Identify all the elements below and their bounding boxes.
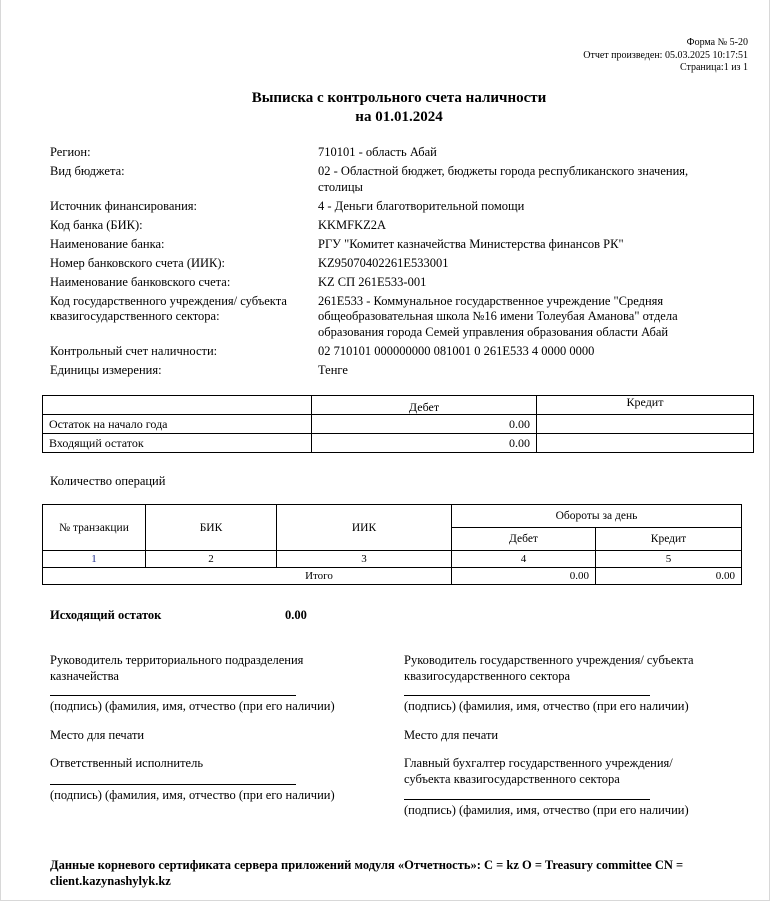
signature-line bbox=[50, 784, 296, 785]
col-num: 4 bbox=[452, 551, 596, 568]
debit-header: Дебет bbox=[312, 396, 537, 415]
info-value: 02 710101 000000000 081001 0 261E533 4 0000 0000 bbox=[318, 343, 595, 358]
bik-header: БИК bbox=[146, 505, 277, 551]
table-row bbox=[43, 415, 754, 434]
info-label: Единицы измерения: bbox=[50, 362, 162, 377]
iik-header: ИИК bbox=[277, 505, 452, 551]
info-row bbox=[50, 294, 728, 341]
info-value: 02 - Областной бюджет, бюджеты города республиканского значения, столицы bbox=[318, 164, 689, 194]
turnover-header: Обороты за день bbox=[452, 505, 742, 528]
signature-caption: (подпись) (фамилия, имя, отчество (при его наличии) bbox=[50, 788, 335, 802]
report-header bbox=[583, 37, 748, 75]
info-label: Вид бюджета: bbox=[50, 164, 125, 178]
info-label: Наименование банковского счета: bbox=[50, 274, 231, 289]
signature-line bbox=[50, 695, 296, 696]
row-label: Остаток на начало года bbox=[43, 415, 312, 434]
info-value: 4 - Деньги благотворительной помощи bbox=[318, 198, 525, 213]
info-value: 710101 - область Абай bbox=[318, 145, 437, 159]
info-label: Номер банковского счета (ИИК): bbox=[50, 255, 226, 270]
row-credit bbox=[537, 415, 754, 434]
tx-header: № транзакции bbox=[43, 505, 146, 551]
row-credit bbox=[537, 434, 754, 453]
info-value: KZ95070402261E533001 bbox=[318, 255, 449, 270]
form-number: Форма № 5-20 bbox=[686, 37, 748, 48]
info-block bbox=[50, 145, 728, 382]
title-line-2: на 01.01.2024 bbox=[355, 109, 443, 125]
stamp-place-label: Место для печати bbox=[50, 728, 145, 742]
treasury-head-label: Руководитель территориального подразделения казначейства bbox=[50, 653, 304, 683]
signature-line bbox=[404, 799, 650, 800]
col-num: 1 bbox=[43, 551, 146, 568]
title-line-1: Выписка с контрольного счета наличности bbox=[251, 90, 547, 106]
info-row bbox=[50, 218, 728, 234]
info-row bbox=[50, 256, 728, 272]
signature-caption: (подпись) (фамилия, имя, отчество (при его наличии) bbox=[404, 803, 689, 817]
table-header-row bbox=[43, 396, 754, 415]
info-row bbox=[50, 164, 728, 195]
info-label: Контрольный счет наличности: bbox=[50, 343, 218, 358]
info-row bbox=[50, 344, 728, 360]
row-label: Входящий остаток bbox=[43, 434, 312, 453]
info-value: KZ СП 261E533-001 bbox=[318, 274, 427, 289]
info-row bbox=[50, 145, 728, 161]
operations-table bbox=[42, 504, 742, 585]
row-debit: 0.00 bbox=[312, 434, 537, 453]
info-row bbox=[50, 363, 728, 379]
executor-label: Ответственный исполнитель bbox=[50, 756, 204, 770]
info-row bbox=[50, 275, 728, 291]
info-label: Код государственного учреждения/ субъекта квазигосударственного сектора: bbox=[50, 293, 287, 323]
info-value: Тенге bbox=[318, 362, 348, 377]
page-number: Страница:1 из 1 bbox=[679, 62, 748, 73]
total-label: Итого bbox=[43, 568, 452, 585]
closing-balance-label: Исходящий остаток bbox=[50, 608, 162, 622]
signature-caption: (подпись) (фамилия, имя, отчество (при его наличии) bbox=[50, 699, 335, 713]
total-debit: 0.00 bbox=[452, 568, 596, 585]
credit-header: Кредит bbox=[596, 528, 742, 551]
signature-line bbox=[404, 695, 650, 696]
info-value: РГУ "Комитет казначейства Министерства финансов РК" bbox=[318, 236, 624, 251]
col-num: 5 bbox=[596, 551, 742, 568]
document-title bbox=[0, 89, 770, 127]
chief-accountant-label: Главный бухгалтер государственного учреждения/ субъекта квазигосударственного сектора bbox=[404, 756, 673, 786]
info-label: Код банка (БИК): bbox=[50, 217, 143, 232]
stamp-place-label: Место для печати bbox=[404, 728, 499, 742]
info-row bbox=[50, 237, 728, 253]
total-credit: 0.00 bbox=[596, 568, 742, 585]
signature-caption: (подпись) (фамилия, имя, отчество (при его наличии) bbox=[404, 699, 689, 713]
empty-header-cell bbox=[43, 396, 312, 415]
credit-header: Кредит bbox=[537, 396, 754, 415]
balance-table bbox=[42, 395, 754, 453]
info-label: Регион: bbox=[50, 145, 91, 159]
report-date: Отчет произведен: 05.03.2025 10:17:51 bbox=[583, 49, 748, 61]
info-value: KKMFKZ2A bbox=[318, 217, 387, 232]
col-num: 2 bbox=[146, 551, 277, 568]
ops-count-label: Количество операций bbox=[50, 474, 166, 488]
info-label: Источник финансирования: bbox=[50, 198, 198, 213]
info-row bbox=[50, 199, 728, 215]
info-value: 261E533 - Коммунальное государственное учреждение "Средняя общеобразовательная школа №16 имени Толеубая Аманова" отдела образования города Семей управления образования области Абай bbox=[318, 293, 678, 339]
total-row bbox=[43, 568, 742, 585]
debit-header: Дебет bbox=[452, 528, 596, 551]
column-number-row bbox=[43, 551, 742, 568]
info-label: Наименование банка: bbox=[50, 236, 165, 251]
closing-balance-value: 0.00 bbox=[285, 608, 307, 622]
col-num: 3 bbox=[277, 551, 452, 568]
row-debit: 0.00 bbox=[312, 415, 537, 434]
table-row bbox=[43, 434, 754, 453]
table-header-row bbox=[43, 505, 742, 528]
institution-head-label: Руководитель государственного учреждения/ субъекта квазигосударственного сектора bbox=[404, 653, 694, 683]
certificate-footer: Данные корневого сертификата сервера приложений модуля «Отчетность»: C = kz O = Treasury committee CN = client.kazynashylyk.kz bbox=[50, 858, 684, 888]
